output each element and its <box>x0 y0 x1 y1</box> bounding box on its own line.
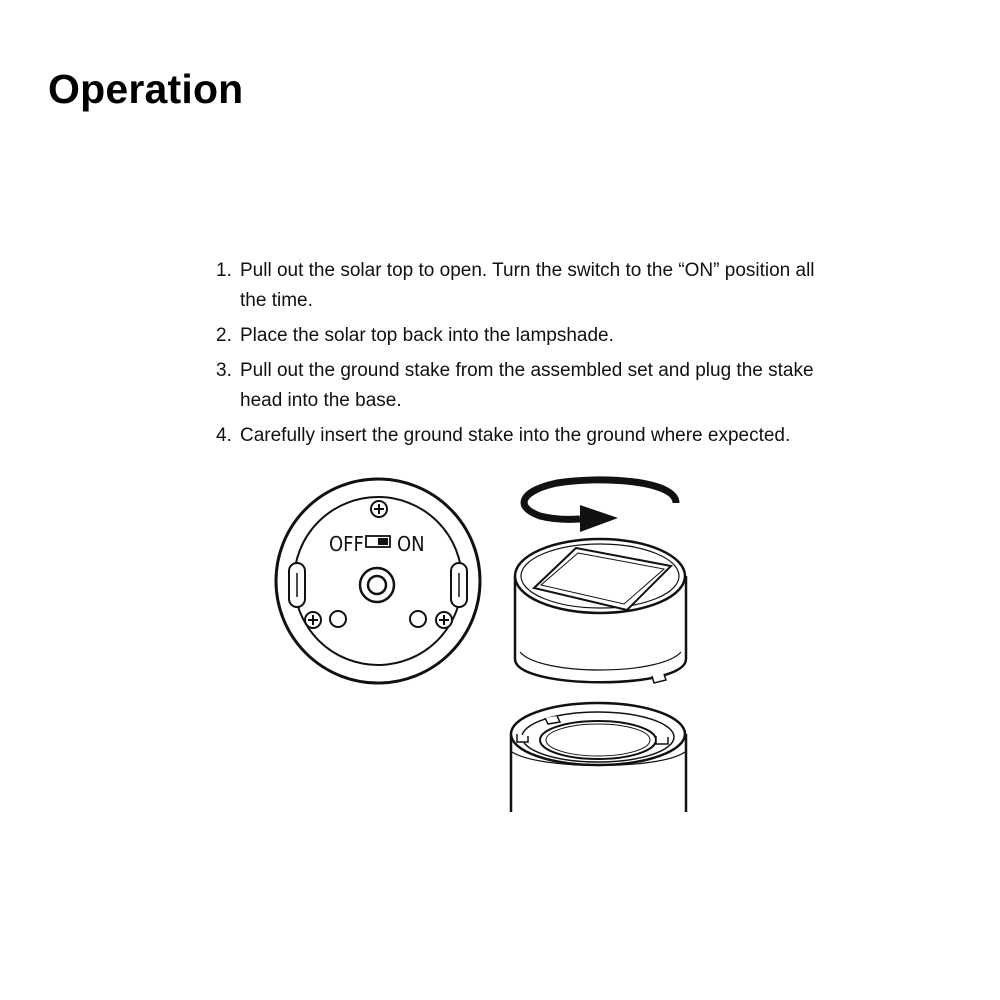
mounting-hole <box>410 611 426 627</box>
solar-top-cap <box>515 539 686 683</box>
screw-icon <box>305 612 321 628</box>
side-clip <box>451 563 467 607</box>
step-text: Place the solar top back into the lampshade. <box>240 325 614 346</box>
switch-on-label: ON <box>397 532 425 556</box>
switch-off-label: OFF <box>329 532 364 556</box>
step-text: Pull out the solar top to open. Turn the switch to the “ON” position all the time. <box>240 260 815 311</box>
step-number: 3. <box>216 360 232 381</box>
screw-icon <box>371 501 387 517</box>
rotate-arrow-icon <box>524 480 676 532</box>
step-number: 4. <box>216 425 232 446</box>
step-text: Pull out the ground stake from the assembled set and plug the stake head into the base. <box>240 360 814 411</box>
step-text: Carefully insert the ground stake into the ground where expected. <box>240 425 791 446</box>
page-title: Operation <box>48 66 244 112</box>
step-number: 2. <box>216 325 232 346</box>
screw-icon <box>436 612 452 628</box>
center-socket <box>360 568 394 602</box>
side-clip <box>289 563 305 607</box>
step-number: 1. <box>216 260 232 281</box>
mounting-hole <box>330 611 346 627</box>
lampshade-body <box>511 703 686 812</box>
solar-top-underside <box>276 479 480 683</box>
